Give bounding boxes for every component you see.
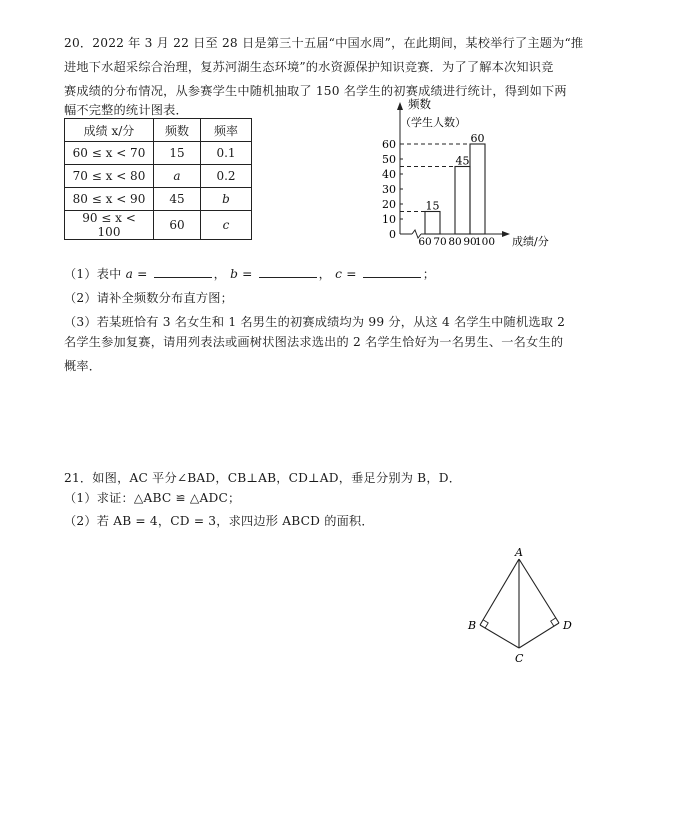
q20-sub3-line-3: 概率． — [64, 359, 102, 373]
table-cell: 0.2 — [201, 165, 252, 188]
q20-sub3-line-1: （3）若某班恰有 3 名女生和 1 名男生的初赛成绩均为 99 分，从这 4 名学生中随机选取 2 — [64, 315, 566, 329]
segment-dc — [519, 623, 559, 648]
q20-line-4: 幅不完整的统计图表． — [64, 103, 188, 117]
y-tick-label: 50 — [382, 153, 396, 166]
y-axis-label: 频数 — [408, 97, 431, 111]
table-header: 频数 — [154, 119, 201, 142]
table-cell: 90 ≤ x < 100 — [65, 211, 154, 240]
q20-line-1: 20．2022 年 3 月 22 日至 28 日是第三十五届“中国水周”，在此期间，某校举行了主题为“推 — [64, 36, 584, 50]
sub1-end: ； — [422, 267, 436, 281]
x-tick-label: 60 — [418, 236, 432, 248]
q20-line-2: 进地下水超采综合治理，复苏河湖生态环境”的水资源保护知识竞赛．为了了解本次知识竞 — [64, 60, 554, 74]
table-header: 频率 — [201, 119, 252, 142]
segment-ab — [480, 559, 519, 625]
x-tick-label: 80 — [448, 236, 462, 248]
x-axis-arrow — [502, 231, 510, 237]
table-cell: 60 ≤ x < 70 — [65, 142, 154, 165]
q21-line-1: 21．如图，AC 平分∠BAD，CB⊥AB，CD⊥AD，垂足分别为 B，D． — [64, 471, 462, 485]
table-row — [65, 211, 252, 240]
bar-value-label: 45 — [455, 154, 470, 168]
table-cell: 80 ≤ x < 90 — [65, 188, 154, 211]
answer-blank-c[interactable] — [363, 266, 421, 278]
sub1-prefix: （1）表中 — [64, 267, 122, 281]
x-axis-label: 成绩/分 — [512, 235, 549, 248]
table-row — [65, 188, 252, 211]
table-cell: 15 — [154, 142, 201, 165]
sep: ， — [318, 267, 332, 281]
frequency-table — [64, 118, 252, 240]
table-cell: b — [201, 188, 252, 211]
q21-line-3: （2）若 AB = 4，CD = 3，求四边形 ABCD 的面积． — [64, 514, 374, 528]
q20-sub3-line-2: 名学生参加复赛，请用列表法或画树状图法求选出的 2 名学生恰好为一名男生、一名女生的 — [64, 335, 564, 349]
q20-sub1 — [64, 265, 435, 282]
answer-blank-a[interactable] — [154, 266, 212, 278]
table-cell: 60 — [154, 211, 201, 240]
bar-value-label: 15 — [425, 199, 440, 213]
table-header: 成绩 x/分 — [65, 119, 154, 142]
bar-value-label: 60 — [470, 132, 485, 145]
c-label: c = — [335, 267, 357, 281]
histogram-bar — [425, 212, 440, 235]
x-tick-label: 70 — [433, 236, 447, 248]
table-cell: 45 — [154, 188, 201, 211]
a-label: a = — [125, 267, 148, 281]
y-axis-sublabel: （学生人数） — [400, 116, 466, 129]
label-a: A — [515, 546, 523, 559]
histogram-bar — [470, 144, 485, 234]
y-tick-label: 40 — [382, 168, 396, 181]
y-tick-label: 60 — [382, 138, 396, 151]
table-cell: 0.1 — [201, 142, 252, 165]
x-tick-label: 100 — [474, 236, 496, 248]
y-tick-label: 30 — [382, 183, 396, 196]
histogram-bar — [455, 167, 470, 235]
label-c: C — [515, 652, 524, 665]
x-tick-label: 90 — [463, 236, 477, 248]
label-d: D — [563, 619, 572, 632]
y-tick-label: 10 — [382, 213, 396, 226]
segment-ad — [519, 559, 559, 623]
table-cell: 70 ≤ x < 80 — [65, 165, 154, 188]
kite-figure — [460, 545, 585, 670]
label-b: B — [468, 619, 477, 632]
q20-line-3: 赛成绩的分布情况，从参赛学生中随机抽取了 150 名学生的初赛成绩进行统计，得到如下两 — [64, 84, 567, 98]
sep: ， — [213, 267, 227, 281]
table-header-row — [65, 119, 252, 142]
y-axis-arrow — [397, 102, 403, 110]
q21-line-2: （1）求证：△ABC ≌ △ADC； — [64, 491, 241, 505]
frequency-histogram — [370, 98, 570, 253]
table-cell: a — [154, 165, 201, 188]
table-row — [65, 142, 252, 165]
y-tick-label: 0 — [389, 228, 396, 241]
table-cell: c — [201, 211, 252, 240]
answer-blank-b[interactable] — [259, 266, 317, 278]
table-row — [65, 165, 252, 188]
y-tick-label: 20 — [382, 198, 396, 211]
segment-bc — [480, 625, 519, 648]
b-label: b = — [230, 267, 253, 281]
q20-sub2: （2）请补全频数分布直方图； — [64, 291, 233, 305]
